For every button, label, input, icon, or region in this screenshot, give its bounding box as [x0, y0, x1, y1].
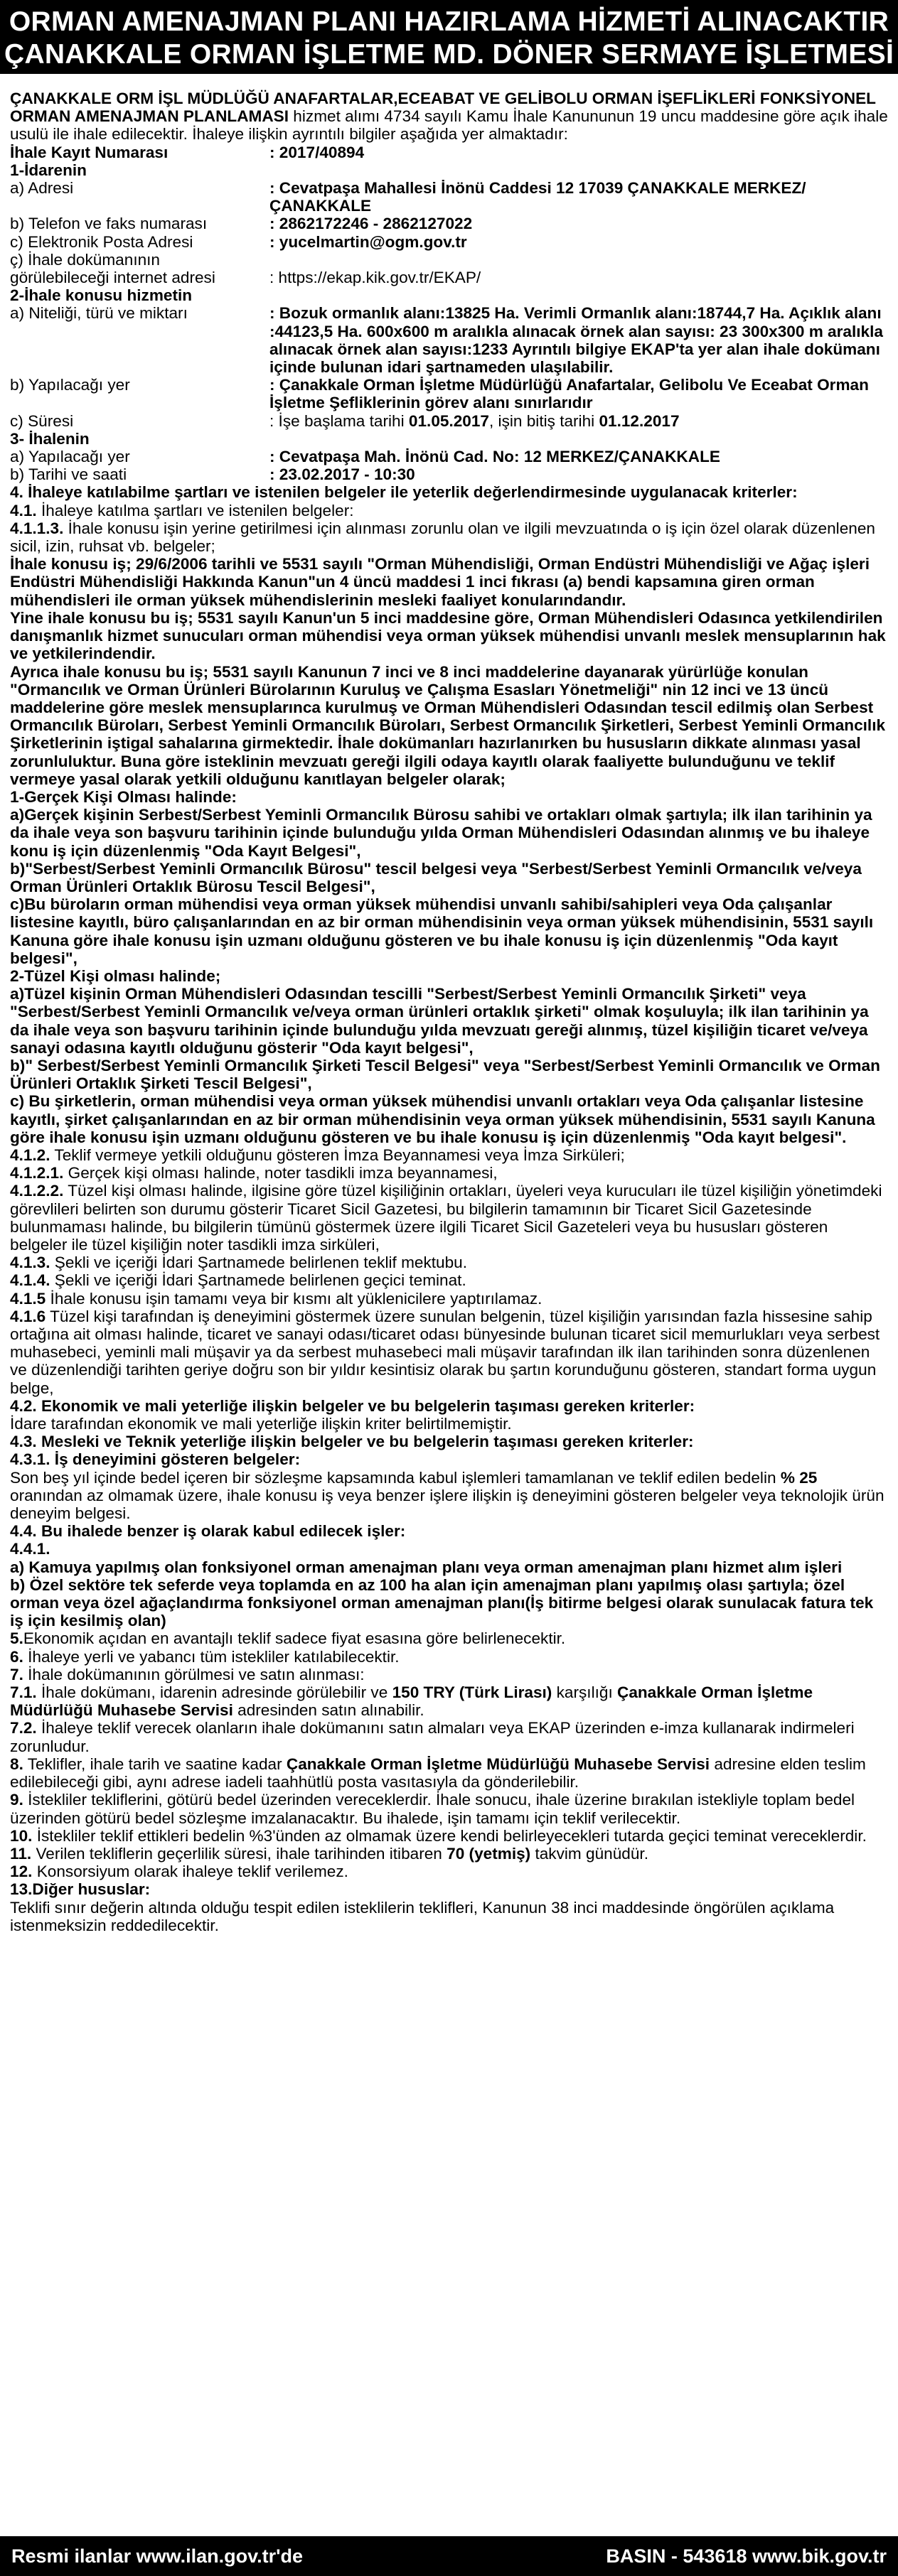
body-paragraph [10, 1880, 888, 1898]
nitelik-value: : Bozuk ormanlık alanı:13825 Ha. Verimli Ormanlık alanı:18744,7 Ha. Açıklık alanı :44123,5 Ha. 600x600 m aralıkla alınacak örnek alan sayısı: 23 300x300 m aralıkla alınacak örnek alan sayısı:1233 Ayrıntılı bilgiye EKAP'ta yer alan ihale dokümanı içinde bulunan idari şartnameden ulaşılabilir. [269, 304, 883, 377]
sure-mid: , işin bitiş tarihi [489, 411, 599, 430]
body-paragraph [10, 1469, 888, 1523]
item-number: 8. [10, 1755, 23, 1773]
sure-label: c) Süresi [10, 411, 74, 430]
paragraph-text: İdare tarafından ekonomik ve mali yeterliğe ilişkin kriter belirtilmemiştir. [10, 1415, 512, 1433]
paragraph-text: İhale konusu işin tamamı veya bir kısmı alt yüklenicilere yaptırılamaz. [46, 1289, 542, 1308]
body-paragraph [10, 1450, 888, 1468]
idare-heading: 1-İdarenin [10, 161, 87, 179]
adres-value: : Cevatpaşa Mahallesi İnönü Caddesi 12 17039 ÇANAKKALE MERKEZ/ÇANAKKALE [269, 179, 806, 215]
ihale-tarih-value: : 23.02.2017 - 10:30 [269, 465, 415, 484]
item-number: 6. [10, 1647, 23, 1666]
item-number: 9. [10, 1791, 23, 1809]
item-number: 7. [10, 1665, 23, 1683]
body-paragraph [10, 1290, 888, 1308]
yer-value: : Çanakkale Orman İşletme Müdürlüğü Anafartalar, Gelibolu Ve Eceabat Orman İşletme Şefliklerinin görev alanı sınırlarıdır [269, 376, 869, 412]
item-number: 4.1.3. [10, 1254, 50, 1272]
paragraph-text: c) Bu şirketlerin, orman mühendisi veya orman yüksek mühendisi unvanlı ortakları veya Oda çalışanlar listesine kayıtlı, şirket çalışanlarından en az bir orman mühendisinin veya orman yüksek mühendisinin, 5531 sayılı Kanuna göre ihale konusu işin uzmanı olduğunu gösteren ve bu ihale konusu iş için düzenlenmiş "Oda kayıt belgesi". [10, 1092, 875, 1146]
adres-label: a) Adresi [10, 179, 74, 198]
body-paragraph [10, 1415, 888, 1433]
yer-label: b) Yapılacağı yer [10, 376, 130, 394]
paragraph-emphasis: 150 TRY (Türk Lirası) [392, 1683, 552, 1702]
paragraph-text: İhaleye katılma şartları ve istenilen belgeler: [36, 501, 354, 519]
item-number: 4.1.4. [10, 1271, 50, 1290]
item-number: 7.2. [10, 1719, 37, 1737]
paragraph-text: c)Bu büroların orman mühendisi veya orman yüksek mühendisi unvanlı sahibi/sahipleri veya Oda çalışanlar listesine kayıtlı, büro çalışanlarından en az bir orman mühendisinin veya orman yüksek mühendisinin, 5531 sayılı Kanuna göre ihale konusu işin uzmanı olduğunu gösteren ve bu ihale konusu iş için düzenlenmiş "Oda kayıt belgesi", [10, 895, 874, 967]
sure-row [10, 412, 888, 430]
paragraph-text: Tüzel kişi tarafından iş deneyimini göstermek üzere sunulan belgenin, tüzel kişiliğin yarısından fazla hissesine sahip ortağına ait olması halinde, ticaret ve sanayi odası/ticaret odası bünyesinde bulunan ticaret sicil memurlukları veya serbest muhasebeci, yeminli mali müşavir ya da serbest muhasebeci mali müşavir tarafından ilk ilan tarihinden sonra düzenlenen ve düzenlendiği tarihten geriye doğru son bir yıldır kesintisiz olarak bu şartın korunduğunu gösteren, standart forma uygun belge, [10, 1307, 880, 1397]
body-paragraph [10, 1863, 888, 1880]
paragraph-text: 13.Diğer hususlar: [10, 1880, 151, 1899]
header-subtitle: ÇANAKKALE ORMAN İŞLETME MD. DÖNER SERMAYE İŞLETMESİ [4, 39, 894, 70]
kayit-value: : 2017/40894 [269, 143, 365, 161]
paragraph-text: Tüzel kişi olması halinde, ilgisine göre tüzel kişiliğinin ortakları, üyeleri veya kurucuları ile tüzel kişiliğin yönetimdeki görevlileri belirten son durumu gösterir Ticaret Sicil Gazetesi, bu bilgilerin tamamının bir Ticaret Sicil Gazetesinde bulunmaması halinde, bu bilgilerin tümünü göstermek üzere ilgili Ticaret Sicil Gazeteleri veya bu hususları gösteren belgeler ile tüzel kişiliğin noter tasdikli imza sirküleri, [10, 1182, 882, 1254]
paragraph-text: karşılığı [552, 1683, 617, 1702]
paragraph-text: İstekliler teklif ettikleri bedelin %3'ünden az olmamak üzere kendi belirleyecekleri tutarda geçici teminat vereceklerdir. [32, 1826, 867, 1845]
tel-label: b) Telefon ve faks numarası [10, 215, 208, 233]
body-paragraph [10, 1057, 888, 1092]
body-paragraph [10, 1683, 888, 1719]
paragraph-text: 4. İhaleye katılabilme şartları ve istenilen belgeler ile yeterlik değerlendirmesinde uygulanacak kriterler: [10, 483, 798, 502]
paragraph-text: Gerçek kişi olması halinde, noter tasdikli imza beyannamesi, [63, 1164, 498, 1182]
paragraph-text: adresinden satın alınabilir. [232, 1701, 424, 1720]
paragraph-text: takvim günüdür. [530, 1844, 648, 1863]
body-paragraph [10, 788, 888, 806]
body-paragraph [10, 1899, 888, 1934]
body-paragraph [10, 1791, 888, 1826]
body-paragraph [10, 1164, 888, 1182]
item-number: 5. [10, 1629, 23, 1648]
paragraph-text: Verilen tekliflerin geçerlilik süresi, ihale tarihinden itibaren [31, 1844, 447, 1863]
sure-start-date: 01.05.2017 [408, 411, 489, 430]
paragraph-text: Teklif vermeye yetkili olduğunu gösteren İmza Beyannamesi veya İmza Sirküleri; [50, 1146, 625, 1164]
item-number: 7.1. [10, 1683, 37, 1702]
item-number: 10. [10, 1826, 33, 1845]
paragraph-text: İhale konusu işin yerine getirilmesi için alınması zorunlu olan ve ilgili mevzuatında o iş için özel olarak düzenlenen sicil, izin, ruhsat vb. belgeler; [10, 519, 875, 556]
paragraph-text: b)"Serbest/Serbest Yeminli Ormancılık Bürosu" tescil belgesi veya "Serbest/Serbest Yeminli Ormancılık ve/veya Orman Ürünleri Ortaklık Bürosu Tescil Belgesi", [10, 859, 862, 895]
ihale-yer-label: a) Yapılacağı yer [10, 448, 130, 466]
web-row [10, 269, 888, 286]
announcement-footer [0, 2536, 898, 2576]
paragraph-text: 4.3.1. İş deneyimini gösteren belgeler: [10, 1450, 301, 1469]
item-number: 4.1.6 [10, 1307, 46, 1325]
body-paragraph [10, 1719, 888, 1755]
paragraph-text: İhaleye teklif verecek olanların ihale dokümanını satın almaları veya EKAP üzerinden e-imza kullanarak indirmeleri zorunludur. [10, 1719, 855, 1755]
paragraph-text: 4.3. Mesleki ve Teknik yeterliğe ilişkin belgeler ve bu belgelerin taşıması gereken kriterler: [10, 1433, 694, 1451]
paragraph-text: Son beş yıl içinde bedel içeren bir sözleşme kapsamında kabul işlemleri tamamlanan ve teklif edilen bedelin [10, 1468, 781, 1487]
item-number: 4.1.5 [10, 1289, 46, 1308]
adres-row [10, 179, 888, 215]
body-paragraph [10, 1522, 888, 1540]
ihale-tarih-label: b) Tarihi ve saati [10, 465, 127, 484]
body-paragraph [10, 1629, 888, 1647]
paragraph-text: Ekonomik açıdan en avantajlı teklif sadece fiyat esasına göre belirlenecektir. [23, 1629, 566, 1648]
paragraph-text: 2-Tüzel Kişi olması halinde; [10, 966, 221, 985]
body-paragraph [10, 519, 888, 555]
ihale-tarih-row [10, 465, 888, 483]
body-paragraph [10, 895, 888, 967]
announcement-header [0, 0, 898, 74]
paragraph-text: Şekli ve içeriği İdari Şartnamede belirlenen teklif mektubu. [50, 1254, 467, 1272]
paragraph-text: Teklifi sınır değerin altında olduğu tespit edilen isteklilerin teklifleri, Kanunun 38 inci maddesinde öngörülen açıklama istenmeksizin reddedilecektir. [10, 1898, 835, 1934]
paragraph-text: a)Tüzel kişinin Orman Mühendisleri Odasından tescilli "Serbest/Serbest Yeminli Ormancılık Şirketi" veya "Serbest/Serbest Yeminli Ormancılık ve/veya orman ürünleri ortaklık şirketi" olmak koşuluyla; ilk ilan tarihinin ya da ihale veya son başvuru tarihinin içinde bulunduğu yılda mevzuatı gereği alınmış, tüzel kişiliğin ticaret ve/veya sanayi odasına kayıtlı olduğunu gösterir "Oda kayıt belgesi", [10, 985, 869, 1057]
body-paragraph [10, 1433, 888, 1450]
paragraph-text: İhaleye yerli ve yabancı tüm istekliler katılabilecektir. [23, 1647, 400, 1666]
body-paragraph [10, 555, 888, 609]
item-number: 4.1.2.2. [10, 1182, 64, 1200]
body-paragraph [10, 1397, 888, 1415]
body-paragraph [10, 609, 888, 663]
body-paragraph [10, 1146, 888, 1164]
announcement-body [0, 74, 898, 1934]
body-paragraph [10, 1182, 888, 1254]
body-paragraph [10, 1558, 888, 1576]
paragraph-text: 4.4.1. [10, 1540, 50, 1558]
paragraph-emphasis: Çanakkale Orman İşletme Müdürlüğü Muhasebe Servisi [286, 1755, 710, 1773]
paragraph-text: oranından az olmamak üzere, ihale konusu iş veya benzer işlere ilişkin iş deneyimini gösteren belgeler veya teknolojik ürün deneyim belgesi. [10, 1486, 884, 1523]
paragraph-text: Ayrıca ihale konusu bu iş; 5531 sayılı Kanunun 7 inci ve 8 inci maddelerine dayanarak yürürlüğe konulan "Ormancılık ve Orman Ürünleri Bürolarının Kuruluş ve Çalışma Esasları Yönetmeliği" nin 12 inci ve 13 üncü maddelerine göre meslek mensuplarınca kurulmuş ve Orman Mühendisleri Odasından tescil edilmiş olan Serbest Ormancılık Büroları, Serbest Yeminli Ormancılık Büroları, Serbest Ormancılık Şirketleri, Serbest Yeminli Ormancılık Şirketlerinin iştigal sahalarına girmektedir. İhale dokümanları hazırlanırken bu hususların dikkate alınması yasal zorunluluktur. Buna göre isteklinin mevzuatı gereği ilgili odaya kayıtlı olarak faaliyette bulunduğunu ve teklif vermeye yasal olarak yetkili olduğunu kanıtlayan belgeler olarak; [10, 662, 886, 788]
paragraph-text: 4.4. Bu ihalede benzer iş olarak kabul edilecek işler: [10, 1522, 406, 1541]
conditions-section [10, 483, 888, 1934]
email-label: c) Elektronik Posta Adresi [10, 232, 193, 251]
item-number: 4.1.2.1. [10, 1164, 64, 1182]
paragraph-text: İhale dokümanı, idarenin adresinde görülebilir ve [36, 1683, 392, 1702]
intro-bold: ÇANAKKALE ORM İŞL MÜDLÜĞÜ ANAFARTALAR,ECEABAT VE GELİBOLU ORMAN İŞEFLİKLERİ FONKSİYONEL ORMAN AMENAJMAN PLANLAMASI [10, 90, 876, 126]
sure-pre: : İşe başlama tarihi [269, 411, 409, 430]
nitelik-row [10, 304, 888, 376]
body-paragraph [10, 967, 888, 985]
body-paragraph [10, 1092, 888, 1146]
ihale-yer-row [10, 448, 888, 465]
item-number: 12. [10, 1863, 33, 1881]
body-paragraph [10, 860, 888, 895]
body-paragraph [10, 1666, 888, 1683]
paragraph-text: Şekli ve içeriği İdari Şartnamede belirlenen geçici teminat. [50, 1271, 466, 1290]
body-paragraph [10, 1254, 888, 1271]
paragraph-text: b) Özel sektöre tek seferde veya toplamda en az 100 ha alan için amenajman planı yapılmış olası şartıyla; özel orman veya özel ağaçlandırma fonksiyonel orman amenajman planı(İş bitirme belgesi olarak sunulacak fatura tek iş için kesilmiş olan) [10, 1575, 874, 1630]
item-number: 11. [10, 1844, 32, 1863]
paragraph-emphasis: Çanakkale Orman İşletme Müdürlüğü Muhasebe Servisi [10, 1683, 813, 1720]
tel-value: : 2862172246 - 2862127022 [269, 215, 473, 233]
body-paragraph [10, 1540, 888, 1558]
kayit-row [10, 144, 888, 161]
footer-left: Resmi ilanlar www.ilan.gov.tr'de [11, 2545, 304, 2567]
body-paragraph [10, 1845, 888, 1863]
sure-end-date: 01.12.2017 [599, 411, 680, 430]
ihale-yer-value: : Cevatpaşa Mah. İnönü Cad. No: 12 MERKEZ/ÇANAKKALE [269, 448, 720, 466]
yer-row [10, 376, 888, 411]
body-paragraph [10, 806, 888, 860]
ihalenin-heading: 3- İhalenin [10, 429, 90, 448]
body-paragraph [10, 1271, 888, 1289]
paragraph-emphasis: 70 (yetmiş) [447, 1844, 531, 1863]
web-label-line1: ç) İhale dokümanının [10, 250, 161, 269]
body-paragraph [10, 1755, 888, 1791]
intro-paragraph [10, 90, 888, 144]
hizmet-heading: 2-İhale konusu hizmetin [10, 286, 193, 305]
footer-right: BASIN - 543618 www.bik.gov.tr [606, 2545, 887, 2567]
intro-text: hizmet alımı 4734 sayılı Kamu İhale Kanununun 19 uncu maddesine göre açık ihale usulü ile ihale edilecektir. İhaleye ilişkin ayrıntılı bilgiler aşağıda yer almaktadır: [10, 107, 888, 144]
paragraph-text: İhale konusu iş; 29/6/2006 tarihli ve 5531 sayılı "Orman Mühendisliği, Orman Endüstri Mühendisliği ve Ağaç işleri Endüstri Mühendisliği Hakkında Kanun"un 4 üncü maddesi 1 inci fıkrası (a) bendi kapsamına giren orman mühendisleri ile orman yüksek mühendislerinin mesleki faaliyet konularındandır. [10, 555, 870, 609]
body-paragraph [10, 1576, 888, 1630]
web-label: görülebileceği internet adresi [10, 269, 215, 287]
body-paragraph [10, 483, 888, 501]
header-title: ORMAN AMENAJMAN PLANI HAZIRLAMA HİZMETİ ALINACAKTIR [9, 6, 889, 37]
paragraph-text: 1-Gerçek Kişi Olması halinde: [10, 787, 237, 806]
email-row [10, 233, 888, 251]
body-paragraph [10, 1648, 888, 1666]
paragraph-text: Teklifler, ihale tarih ve saatine kadar [23, 1755, 287, 1773]
item-number: 4.1.1.3. [10, 519, 64, 537]
paragraph-text: a)Gerçek kişinin Serbest/Serbest Yeminli Ormancılık Bürosu sahibi ve ortakları olmak şartıyla; ilk ilan tarihinin ya da ihale veya son başvuru tarihinin içinde bulunduğu yılda Orman Mühendisleri Odasından alınmış ve bu ihaleye konu iş için düzenlenmiş "Oda Kayıt Belgesi", [10, 806, 872, 860]
paragraph-text: 4.2. Ekonomik ve mali yeterliğe ilişkin belgeler ve bu belgelerin taşıması gereken kriterler: [10, 1396, 695, 1415]
paragraph-text: İstekliler tekliflerini, götürü bedel üzerinden vereceklerdir. İhale sonucu, ihale üzerine bırakılan istekliyle toplam bedel üzerinden götürü bedel sözleşme imzalanacaktır. Bu ihalede, işin tamamı için teklif verilecektir. [10, 1791, 855, 1827]
paragraph-text: Yine ihale konusu bu iş; 5531 sayılı Kanun'un 5 inci maddesine göre, Orman Mühendisleri Odasınca yetkilendirilen danışmanlık hizmet sunucuları orman mühendisi veya orman yüksek mühendisi unvanlı meslek mensuplarının hak ve yetkilerindendir. [10, 608, 886, 663]
paragraph-text: adresine elden teslim edilebileceği gibi, aynı adrese iadeli taahhütlü posta vasıtasıyla da gönderilebilir. [10, 1755, 866, 1791]
paragraph-emphasis: % 25 [780, 1468, 818, 1487]
paragraph-text: b)" Serbest/Serbest Yeminli Ormancılık Şirketi Tescil Belgesi" veya "Serbest/Serbest Yeminli Ormancılık ve Orman Ürünleri Ortaklık Şirketi Tescil Belgesi", [10, 1056, 880, 1093]
item-number: 4.1. [10, 501, 37, 519]
item-number: 4.1.2. [10, 1146, 50, 1164]
body-paragraph [10, 1308, 888, 1397]
sure-value [269, 412, 888, 430]
nitelik-label: a) Niteliği, türü ve miktarı [10, 304, 188, 323]
kayit-label: İhale Kayıt Numarası [10, 143, 169, 161]
tel-row [10, 215, 888, 232]
email-value: : yucelmartin@ogm.gov.tr [269, 232, 467, 251]
body-paragraph [10, 1827, 888, 1845]
body-paragraph [10, 502, 888, 519]
body-paragraph [10, 985, 888, 1057]
paragraph-text: İhale dokümanının görülmesi ve satın alınması: [23, 1665, 365, 1683]
body-paragraph [10, 663, 888, 788]
paragraph-text: a) Kamuya yapılmış olan fonksiyonel orman amenajman planı veya orman amenajman planı hizmet alım işleri [10, 1558, 843, 1576]
paragraph-text: Konsorsiyum olarak ihaleye teklif verilemez. [32, 1863, 348, 1881]
web-value: : https://ekap.kik.gov.tr/EKAP/ [269, 269, 481, 287]
